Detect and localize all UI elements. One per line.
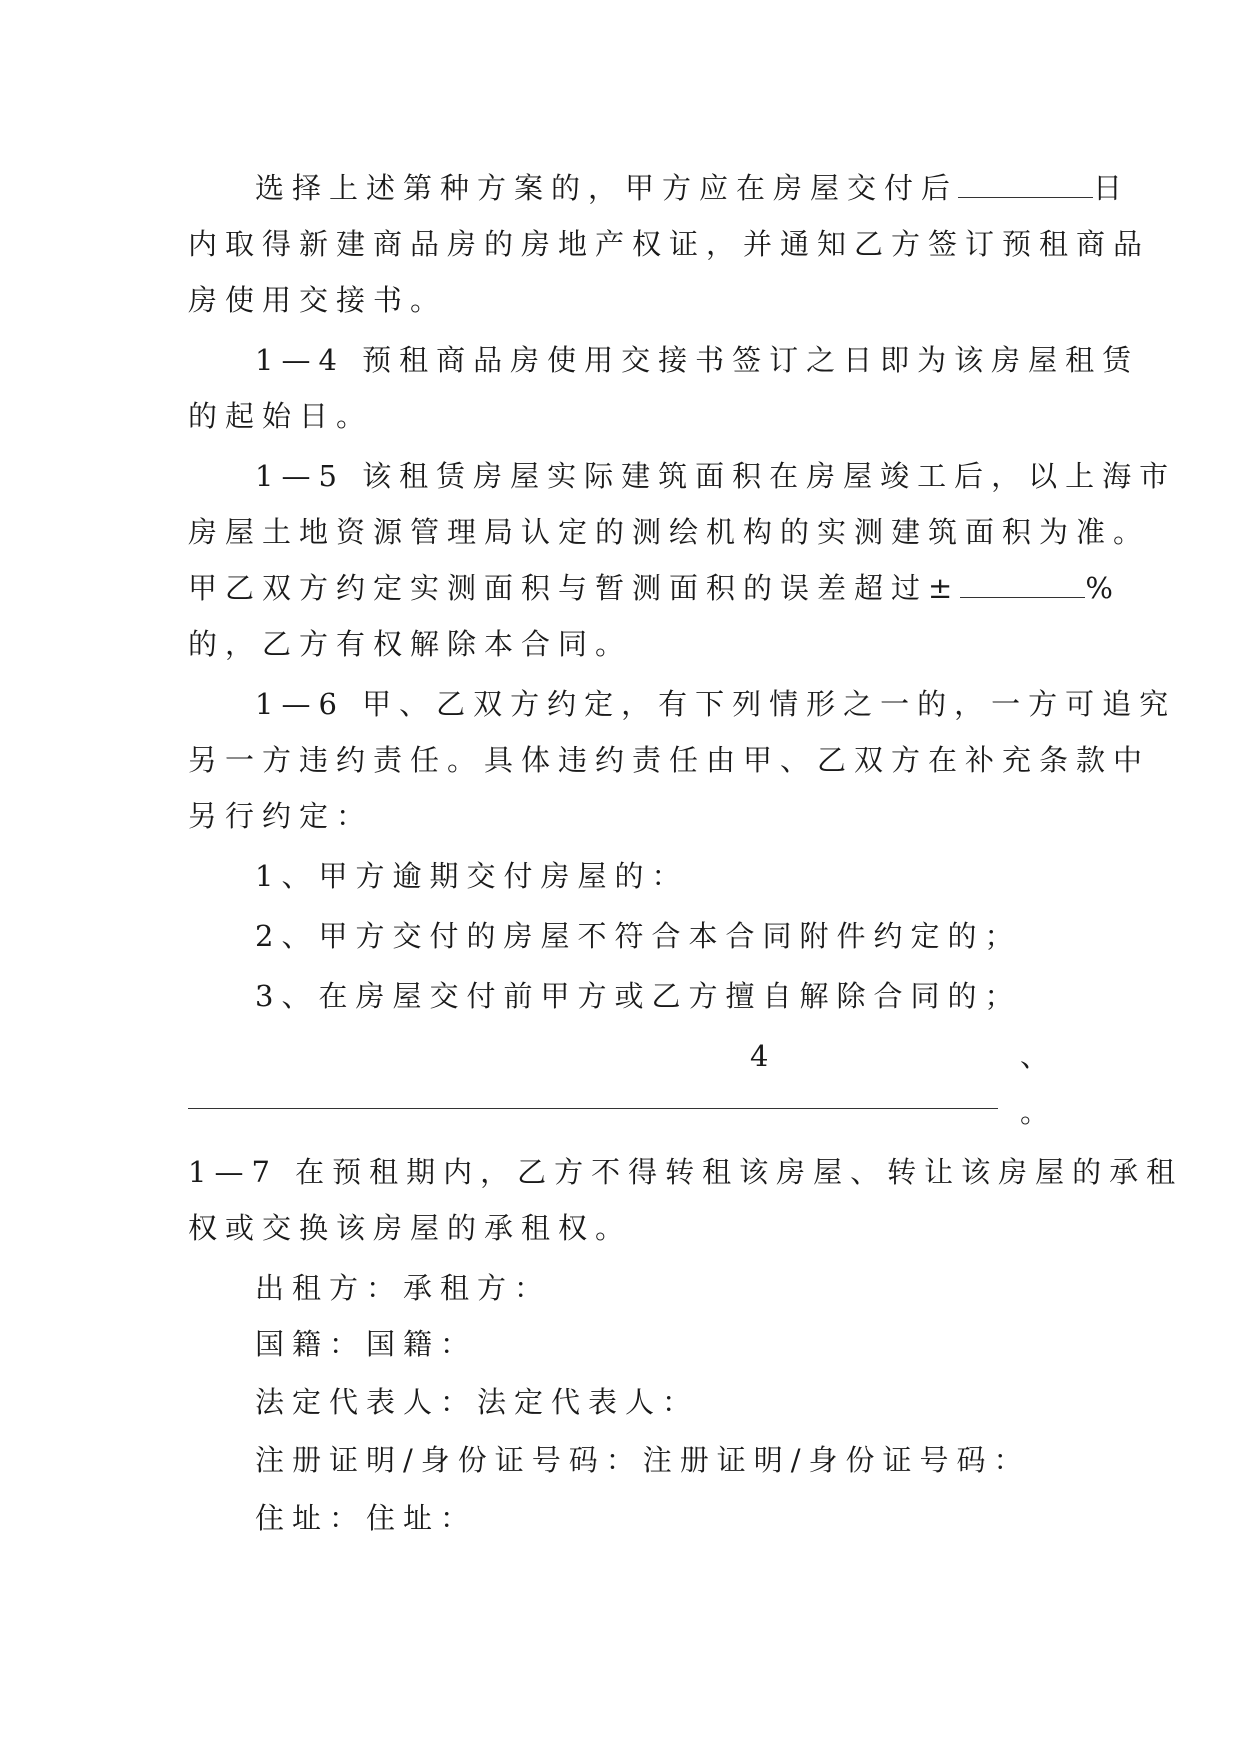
text: 选择上述第种方案的，甲方应在房屋交付后 [255,171,959,205]
item-number: 4 [750,1039,777,1073]
clause-1-6: 1—6 甲、乙双方约定，有下列情形之一的，一方可追究 [255,687,1177,721]
paragraph-line: 内取得新建商品房的房地产权证，并通知乙方签订预租商品 [188,227,1151,261]
list-item: 2、甲方交付的房屋不符合本合同附件约定的； [255,919,1022,953]
signature-line: 国籍：国籍： [255,1327,478,1361]
blank-field [958,167,1093,198]
paragraph-line: 的，乙方有权解除本合同。 [188,627,633,661]
paragraph-line [255,160,1131,216]
list-item: 3、在房屋交付前甲方或乙方擅自解除合同的； [255,979,1022,1013]
paragraph-line: 另一方违约责任。具体违约责任由甲、乙双方在补充条款中 [188,743,1151,777]
clause-1-5: 1—5 该租赁房屋实际建筑面积在房屋竣工后，以上海市 [255,459,1177,493]
list-item-4-end [0,1084,1241,1140]
signature-line: 住址：住址： [255,1501,478,1535]
clause-1-4: 1—4 预租商品房使用交接书签订之日即为该房屋租赁 [255,343,1140,377]
signature-line: 注册证明/身份证号码：注册证明/身份证号码： [255,1443,1031,1477]
signature-line: 法定代表人：法定代表人： [255,1385,700,1419]
period: 。 [1020,1095,1058,1129]
signature-line: 出租方：承租方： [255,1271,552,1305]
text: 甲乙双方约定实测面积与暂测面积的误差超过± [188,571,961,605]
paragraph-line: 的起始日。 [188,399,374,433]
paragraph-line [188,560,1121,616]
paragraph-line: 权或交换该房屋的承租权。 [188,1211,633,1245]
text: % [1085,571,1121,605]
clause-1-7: 1—7 在预租期内，乙方不得转租该房屋、转让该房屋的承租 [188,1155,1184,1189]
item-comma: 、 [1020,1039,1058,1073]
list-item: 1、甲方逾期交付房屋的： [255,859,689,893]
blank-field [960,567,1085,598]
text: 日 [1093,171,1131,205]
list-item-4 [0,1028,1241,1084]
paragraph-line: 房使用交接书。 [188,283,448,317]
paragraph-line: 房屋土地资源管理局认定的测绘机构的实测建筑面积为准。 [188,515,1151,549]
paragraph-line: 另行约定： [188,799,374,833]
